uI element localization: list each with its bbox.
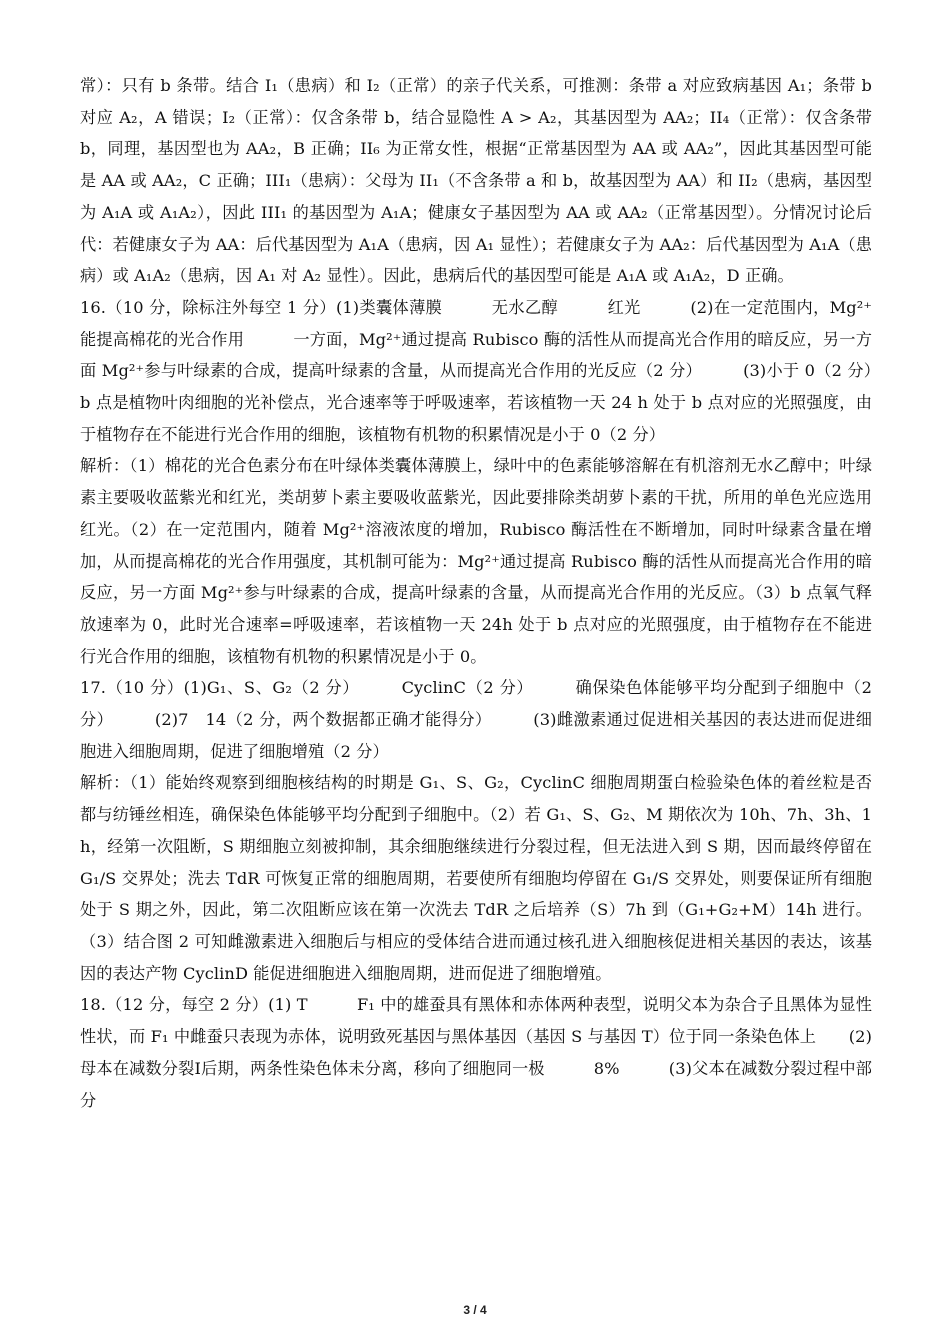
answer-text-body: [80, 70, 921, 1116]
paragraph-q17-answer: 17.（10 分）(1)G₁、S、G₂（2 分） CyclinC（2 分） 确保染色体能够平均分配到子细胞中（2 分） (2)7 14（2 分，两个数据都正确才能得分） (3)雌激素通过促进相关基因的表达进而促进细胞进入细胞周期，促进了细胞增殖（2 分）: [80, 678, 872, 761]
paragraph-q15-analysis-continued: 常）：只有 b 条带。结合 I₁（患病）和 I₂（正常）的亲子代关系，可推测：条带 a 对应致病基因 A₁；条带 b 对应 A₂，A 错误；I₂（正常）：仅含条带 b，结合显隐性 A > A₂，其基因型为 AA₂；II₄（正常）：仅含条带 b，同理，基因型也为 AA₂，B 正确；II₆ 为正常女性，根据“正常基因型为 AA 或 AA₂”，因此其基因型可能是 AA 或 AA₂，C 正确；III₁（患病）：父母为 II₁（不含条带 a 和 b，故基因型为 AA）和 II₂（患病，基因型为 A₁A 或 A₁A₂），因此 III₁ 的基因型为 A₁A；健康女子基因型为 AA 或 AA₂（正常基因型）。分情况讨论后代：若健康女子为 AA：后代基因型为 A₁A（患病，因 A₁ 显性）；若健康女子为 AA₂：后代基因型为 A₁A（患病）或 A₁A₂（患病，因 A₁ 对 A₂ 显性）。因此，患病后代的基因型可能是 A₁A 或 A₁A₂，D 正确。: [80, 76, 872, 286]
paragraph-q17-analysis: 解析：（1）能始终观察到细胞核结构的时期是 G₁、S、G₂，CyclinC 细胞周期蛋白检验染色体的着丝粒是否都与纺锤丝相连，确保染色体能够平均分配到子细胞中。（2）若 G₁、S、G₂、M 期依次为 10h、7h、3h、1h，经第一次阻断，S 期细胞立刻被抑制，其余细胞继续进行分裂过程，但无法进入到 S 期，因而最终停留在 G₁/S 交界处；洗去 TdR 可恢复正常的细胞周期，若要使所有细胞均停留在 G₁/S 交界处，则要保证所有细胞处于 S 期之外，因此，第二次阻断应该在第一次洗去 TdR 之后培养（S）7h 到（G₁+G₂+M）14h 进行。（3）结合图 2 可知雌激素进入细胞后与相应的受体结合进而通过核孔进入细胞核促进相关基因的表达，该基因的表达产物 CyclinD 能促进细胞进入细胞周期，进而促进了细胞增殖。: [80, 773, 872, 983]
paragraph-q16-analysis: 解析：（1）棉花的光合色素分布在叶绿体类囊体薄膜上，绿叶中的色素能够溶解在有机溶剂无水乙醇中；叶绿素主要吸收蓝紫光和红光，类胡萝卜素主要吸收蓝紫光，因此要排除类胡萝卜素的干扰，所用的单色光应选用红光。（2）在一定范围内，随着 Mg²⁺溶液浓度的增加，Rubisco 酶活性在不断增加，同时叶绿素含量在增加，从而提高棉花的光合作用强度，其机制可能为：Mg²⁺通过提高 Rubisco 酶的活性从而提高光合作用的暗反应，另一方面 Mg²⁺参与叶绿素的合成，提高叶绿素的含量，从而提高光合作用的光反应。（3）b 点氧气释放速率为 0，此时光合速率=呼吸速率，若该植物一天 24h 处于 b 点对应的光照强度，由于植物存在不能进行光合作用的细胞，该植物有机物的积累情况是小于 0。: [80, 456, 872, 666]
paragraph-q18-answer: 18.（12 分，每空 2 分）(1) T F₁ 中的雄蚕具有黑体和赤体两种表型，说明父本为杂合子且黑体为显性性状，而 F₁ 中雌蚕只表现为赤体，说明致死基因与黑体基因（基因 S 与基因 T）位于同一条染色体上 (2)母本在减数分裂Ⅰ后期，两条性染色体未分离，移向了细胞同一极 8% (3)父本在减数分裂过程中部分: [80, 995, 872, 1110]
page-number: 3 / 4: [463, 1303, 487, 1317]
paragraph-q16-answer: 16.（10 分，除标注外每空 1 分）(1)类囊体薄膜 无水乙醇 红光 (2)在一定范围内，Mg²⁺能提高棉花的光合作用 一方面，Mg²⁺通过提高 Rubisco 酶的活性从而提高光合作用的暗反应，另一方面 Mg²⁺参与叶绿素的合成，提高叶绿素的含量，从而提高光合作用的光反应（2 分） (3)小于 0（2 分） b 点是植物叶肉细胞的光补偿点，光合速率等于呼吸速率，若该植物一天 24 h 处于 b 点对应的光照强度，由于植物存在不能进行光合作用的细胞，该植物有机物的积累情况是小于 0（2 分）: [80, 297, 921, 444]
